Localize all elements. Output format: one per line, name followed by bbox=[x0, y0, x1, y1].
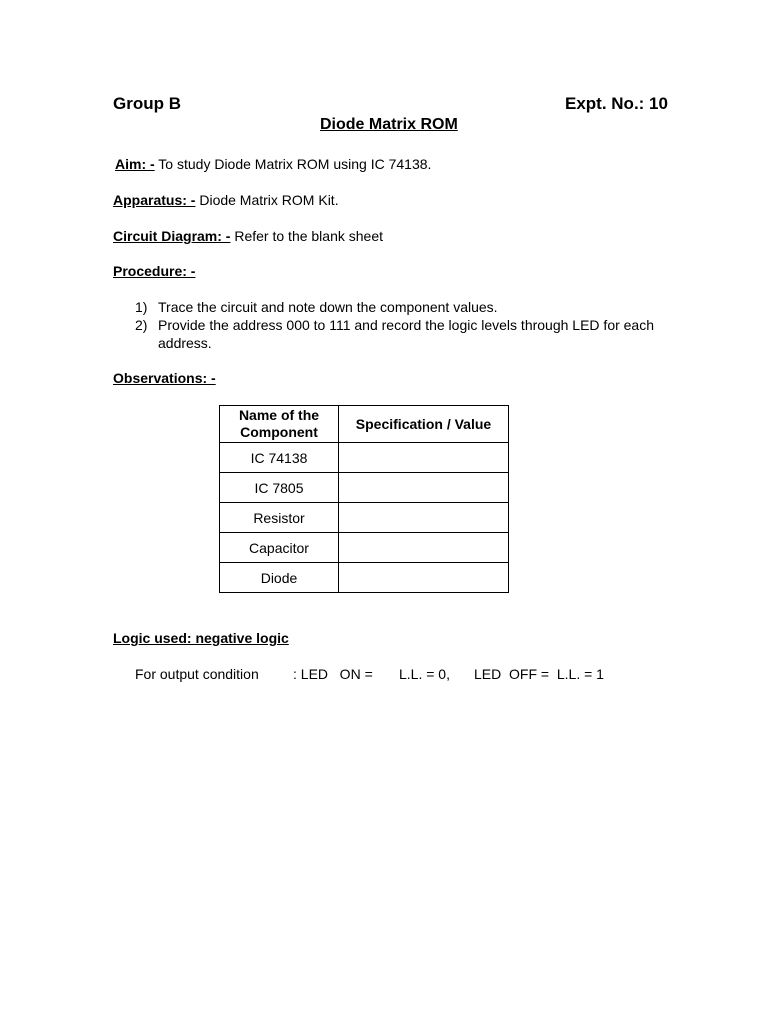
specification-value-cell bbox=[339, 533, 509, 563]
procedure-step bbox=[135, 298, 675, 316]
aim-section bbox=[115, 156, 431, 172]
component-name-cell: IC 74138 bbox=[220, 443, 339, 473]
table-row bbox=[220, 503, 509, 533]
step-text: Provide the address 000 to 111 and record the logic levels through LED for each address. bbox=[158, 317, 655, 351]
observations-table bbox=[219, 405, 509, 593]
circuit-diagram-text: Refer to the blank sheet bbox=[230, 228, 384, 244]
column-header-specification: Specification / Value bbox=[339, 406, 509, 443]
specification-value-cell bbox=[339, 503, 509, 533]
circuit-diagram-label: Circuit Diagram: - bbox=[113, 228, 231, 244]
component-name-cell: Resistor bbox=[220, 503, 339, 533]
step-number: 1) bbox=[135, 299, 148, 315]
led-on-text: : LED ON = bbox=[293, 666, 373, 682]
component-name-cell: Capacitor bbox=[220, 533, 339, 563]
procedure-list bbox=[135, 298, 675, 352]
table-row bbox=[220, 443, 509, 473]
procedure-label: Procedure: - bbox=[113, 263, 196, 279]
apparatus-section bbox=[113, 192, 339, 208]
procedure-step bbox=[135, 316, 675, 352]
circuit-diagram-section bbox=[113, 228, 383, 244]
output-condition-line bbox=[0, 666, 768, 686]
logic-level-zero: L.L. = 0, bbox=[399, 666, 450, 682]
output-condition-label: For output condition bbox=[135, 666, 259, 682]
apparatus-label: Apparatus: - bbox=[113, 192, 196, 208]
logic-used-label: Logic used: negative logic bbox=[113, 630, 289, 646]
specification-value-cell bbox=[339, 443, 509, 473]
specification-value-cell bbox=[339, 473, 509, 503]
table-row bbox=[220, 533, 509, 563]
column-header-component: Name of the Component bbox=[220, 406, 339, 443]
table-row bbox=[220, 563, 509, 593]
group-label: Group B bbox=[113, 94, 181, 113]
apparatus-text: Diode Matrix ROM Kit. bbox=[195, 192, 339, 208]
table-header-row bbox=[220, 406, 509, 443]
observations-label: Observations: - bbox=[113, 370, 216, 386]
component-name-cell: Diode bbox=[220, 563, 339, 593]
step-text: Trace the circuit and note down the component values. bbox=[158, 299, 498, 315]
aim-text: To study Diode Matrix ROM using IC 74138. bbox=[154, 156, 432, 172]
experiment-number: Expt. No.: 10 bbox=[565, 94, 668, 113]
step-number: 2) bbox=[135, 317, 148, 333]
specification-value-cell bbox=[339, 563, 509, 593]
page-title: Diode Matrix ROM bbox=[320, 116, 458, 133]
table-row bbox=[220, 473, 509, 503]
led-off-text: LED OFF = L.L. = 1 bbox=[474, 666, 604, 682]
component-name-cell: IC 7805 bbox=[220, 473, 339, 503]
aim-label: Aim: - bbox=[115, 156, 155, 172]
